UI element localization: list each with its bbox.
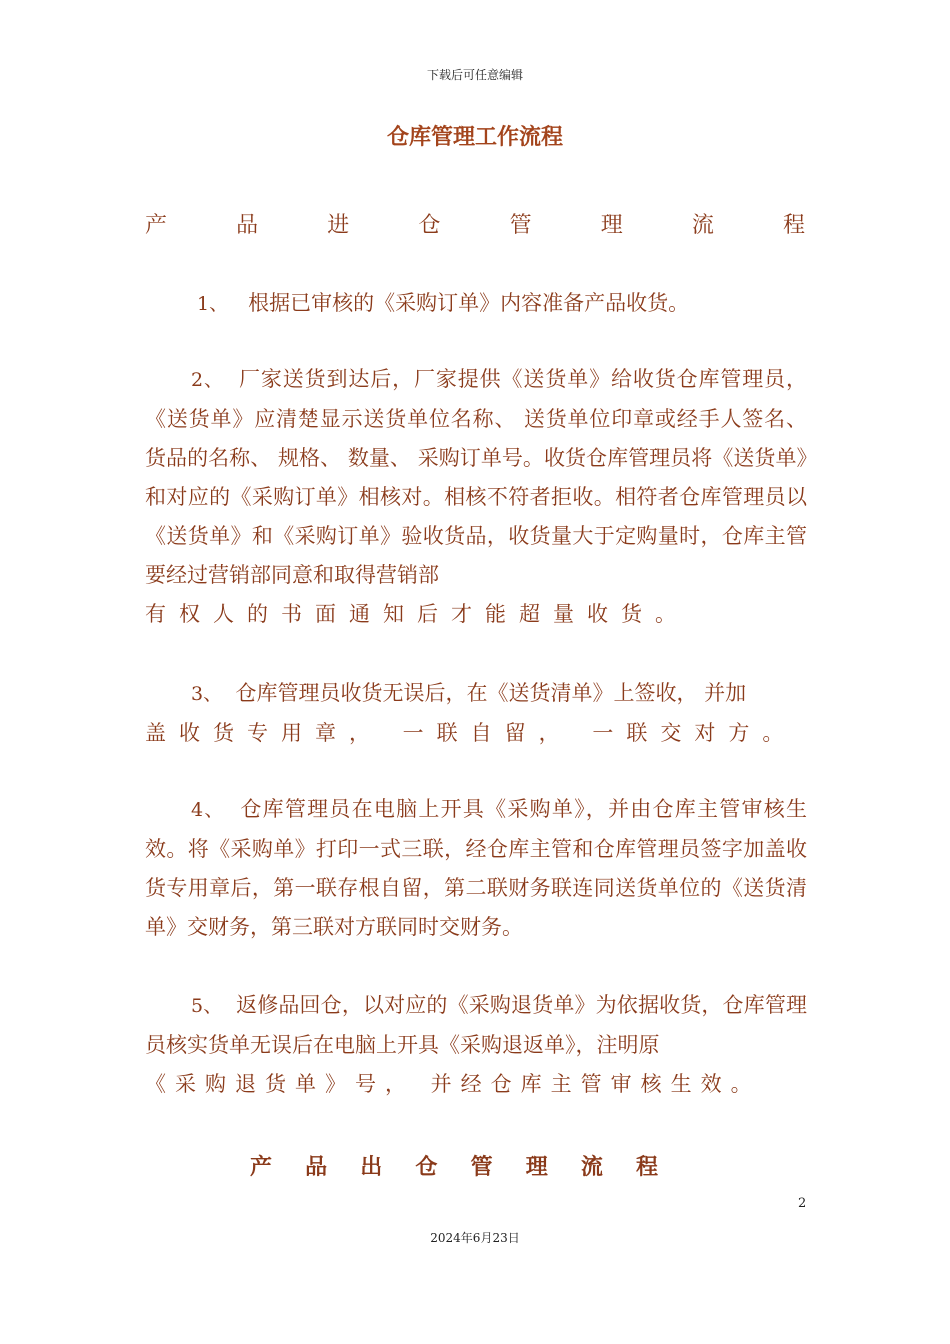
paragraph-3 bbox=[145, 674, 807, 753]
paragraph-number: 5、 bbox=[191, 995, 223, 1017]
heading-char: 进 bbox=[327, 213, 350, 238]
heading-char: 管 bbox=[509, 213, 532, 238]
heading-char: 品 bbox=[305, 1155, 328, 1180]
heading-char: 流 bbox=[580, 1155, 603, 1180]
heading-char: 产 bbox=[145, 213, 168, 238]
paragraph-number: 1、 bbox=[197, 293, 229, 315]
section-heading-outbound bbox=[250, 1150, 658, 1181]
paragraph-1 bbox=[145, 284, 807, 324]
heading-char: 程 bbox=[635, 1155, 658, 1180]
paragraph-2 bbox=[145, 360, 807, 634]
paragraph-4 bbox=[145, 790, 807, 947]
heading-char: 产 bbox=[250, 1155, 273, 1180]
paragraph-text: 根据已审核的《采购订单》内容准备产品收货。 bbox=[248, 291, 690, 315]
paragraph-text-last: 《采购退货单》号， 并经仓库主管审核生效。 bbox=[145, 1072, 761, 1096]
heading-char: 程 bbox=[782, 213, 805, 238]
heading-char: 流 bbox=[691, 213, 714, 238]
paragraph-text-last: 盖收货专用章， 一联自留， 一联交对方。 bbox=[145, 721, 797, 745]
heading-char: 仓 bbox=[415, 1155, 438, 1180]
footer-date: 2024年6月23日 bbox=[430, 1231, 520, 1245]
heading-char: 出 bbox=[360, 1155, 383, 1180]
paragraph-text: 仓库管理员在电脑上开具《采购单》，并由仓库主管审核生效。将《采购单》打印一式三联，经仓库主管和仓库管理员签字加盖收货专用章后，第一联存根自留，第二联财务联连同送货单位的《送货清单》交财务，第三联对方联同时交财务。 bbox=[145, 797, 807, 939]
header-note: 下载后可任意编辑 bbox=[426, 68, 523, 82]
paragraph-5 bbox=[145, 986, 807, 1104]
paragraph-number: 2、 bbox=[191, 369, 224, 391]
heading-char: 理 bbox=[525, 1155, 548, 1180]
document-title: 仓库管理工作流程 bbox=[386, 125, 563, 150]
paragraph-number: 4、 bbox=[191, 799, 225, 821]
page-number: 2 bbox=[798, 1196, 807, 1211]
heading-char: 理 bbox=[600, 213, 623, 238]
heading-char: 仓 bbox=[418, 213, 441, 238]
paragraph-text: 厂家送货到达后，厂家提供《送货单》给收货仓库管理员，《送货单》应清楚显示送货单位名称、 送货单位印章或经手人签名、 货品的名称、 规格、 数量、 采购订单号。收货仓库管理员将《送货单》和对应的《采购订单》相核对。相核不符者拒收。相符者仓库管理员以《送货单》和《采购订单》验收货品，收货量大于定购量时，仓库主管要经过营销部同意和取得营销部 bbox=[145, 367, 808, 587]
paragraph-text: 仓库管理员收货无误后，在《送货清单》上签收， 并加 bbox=[235, 681, 747, 705]
paragraph-text: 返修品回仓，以对应的《采购退货单》为依据收货，仓库管理员核实货单无误后在电脑上开具《采购退返单》，注明原 bbox=[145, 993, 808, 1057]
paragraph-text-last: 有权人的书面通知后才能超量收货。 bbox=[145, 602, 689, 626]
heading-char: 品 bbox=[236, 213, 259, 238]
section-heading-inbound bbox=[145, 208, 805, 239]
paragraph-number: 3、 bbox=[191, 683, 223, 705]
heading-char: 管 bbox=[470, 1155, 493, 1180]
